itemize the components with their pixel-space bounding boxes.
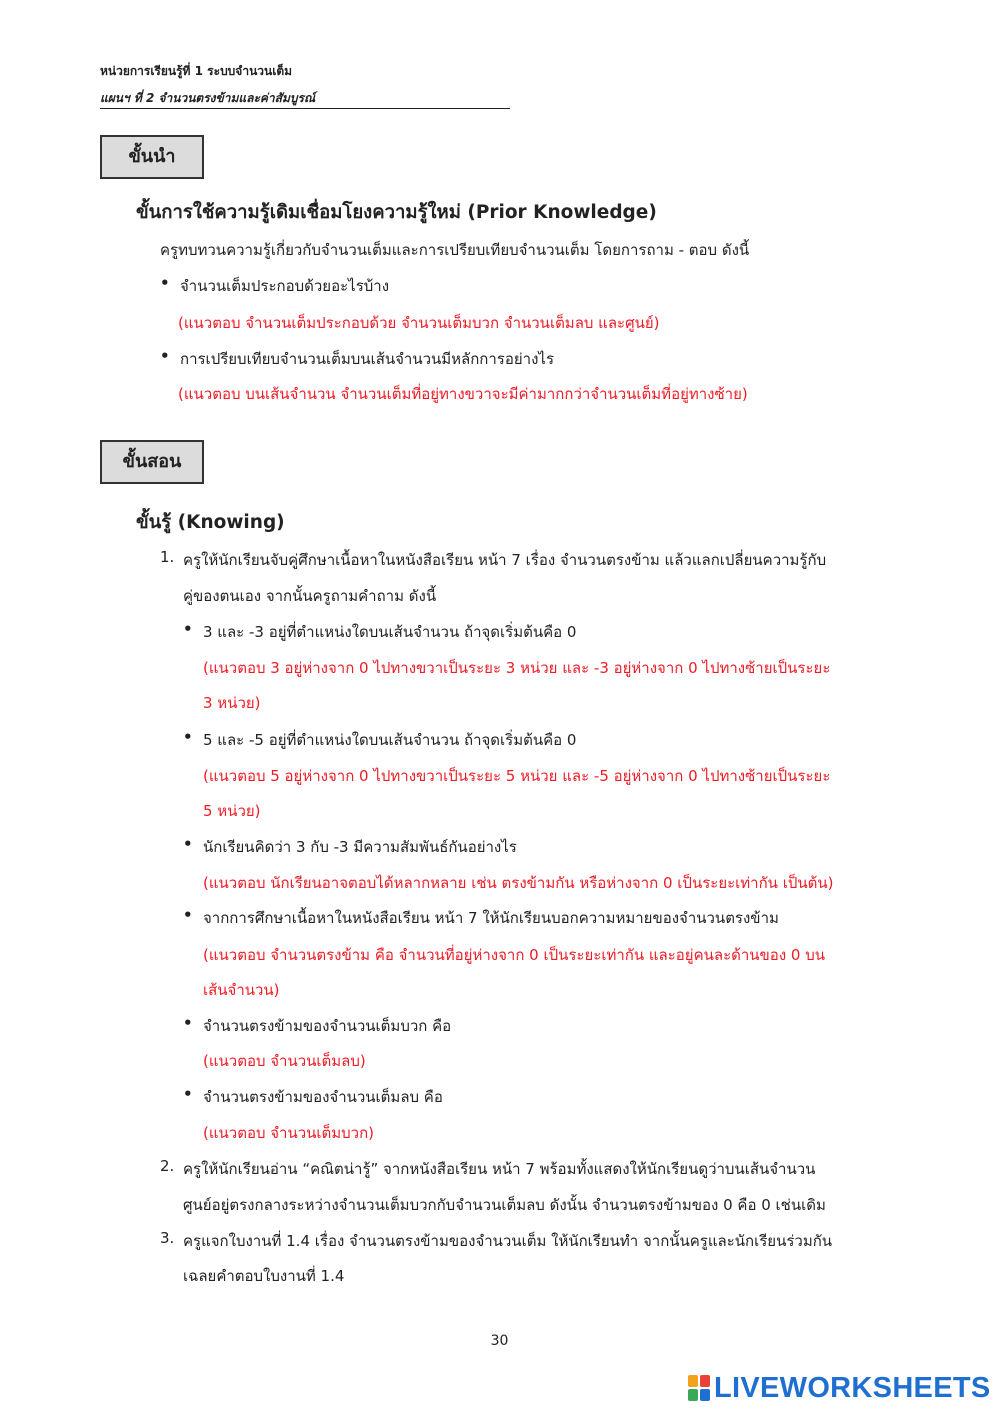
step2-line1: ครูให้นักเรียนอ่าน “คณิตน่ารู้” จากหนังสือเรียน หน้า 7 พร้อมทั้งแสดงให้นักเรียนดูว่าบนเส้นจำนวน <box>183 1160 816 1178</box>
intro-answer-2: (แนวตอบ บนเส้นจำนวน จำนวนเต็มที่อยู่ทางขวาจะมีค่ามากกว่าจำนวนเต็มที่อยู่ทางซ้าย) <box>178 385 748 403</box>
liveworksheets-logo-icon <box>688 1375 710 1401</box>
step1-number: 1. <box>160 548 175 566</box>
step2-line2: ศูนย์อยู่ตรงกลางระหว่างจำนวนเต็มบวกกับจำนวนเต็มลบ ดังนั้น จำนวนตรงข้ามของ 0 คือ 0 เช่นเดิม <box>183 1196 826 1214</box>
teach-step-box: ขั้นสอน <box>100 440 204 484</box>
liveworksheets-logo <box>688 1373 991 1403</box>
step1-answer-2-line1: (แนวตอบ 5 อยู่ห่างจาก 0 ไปทางขวาเป็นระยะ 5 หน่วย และ -5 อยู่ห่างจาก 0 ไปทางซ้ายเป็นระยะ <box>203 767 831 785</box>
step1-answer-4-line2: เส้นจำนวน) <box>203 981 280 999</box>
step1-question-5: • จำนวนตรงข้ามของจำนวนเต็มบวก คือ <box>203 1014 451 1038</box>
step1-question-6: • จำนวนตรงข้ามของจำนวนเต็มลบ คือ <box>203 1085 443 1109</box>
step1-question-3: • นักเรียนคิดว่า 3 กับ -3 มีความสัมพันธ์กันอย่างไร <box>203 835 517 859</box>
step1-answer-6: (แนวตอบ จำนวนเต็มบวก) <box>203 1124 375 1142</box>
step1-line1: ครูให้นักเรียนจับคู่ศึกษาเนื้อหาในหนังสือเรียน หน้า 7 เรื่อง จำนวนตรงข้าม แล้วแลกเปลี่ยนความรู้กับ <box>183 551 827 569</box>
step1-answer-5: (แนวตอบ จำนวนเต็มลบ) <box>203 1052 366 1070</box>
step3-number: 3. <box>160 1229 175 1247</box>
knowing-heading: ขั้นรู้ (Knowing) <box>136 512 285 533</box>
step1-answer-4-line1: (แนวตอบ จำนวนตรงข้าม คือ จำนวนที่อยู่ห่างจาก 0 เป็นระยะเท่ากัน และอยู่คนละด้านของ 0 บน <box>203 946 825 964</box>
intro-question-1: • จำนวนเต็มประกอบด้วยอะไรบ้าง <box>180 274 389 298</box>
plan-header: แผนฯ ที่ 2 จำนวนตรงข้ามและค่าสัมบูรณ์ <box>100 91 316 105</box>
step1-answer-2-line2: 5 หน่วย) <box>203 802 261 820</box>
liveworksheets-logo-text: LIVEWORKSHEETS <box>714 1371 991 1404</box>
step1-answer-3: (แนวตอบ นักเรียนอาจตอบได้หลากหลาย เช่น ตรงข้ามกัน หรือห่างจาก 0 เป็นระยะเท่ากัน เป็นต้น) <box>203 874 834 892</box>
header-divider <box>100 108 510 109</box>
intro-answer-1: (แนวตอบ จำนวนเต็มประกอบด้วย จำนวนเต็มบวก จำนวนเต็มลบ และศูนย์) <box>178 314 660 332</box>
step3-line2: เฉลยคำตอบใบงานที่ 1.4 <box>183 1267 345 1285</box>
step2-number: 2. <box>160 1157 175 1175</box>
step1-answer-1-line2: 3 หน่วย) <box>203 694 261 712</box>
intro-question-2: • การเปรียบเทียบจำนวนเต็มบนเส้นจำนวนมีหลักการอย่างไร <box>180 347 554 371</box>
step1-question-4: • จากการศึกษาเนื้อหาในหนังสือเรียน หน้า 7 ให้นักเรียนบอกความหมายของจำนวนตรงข้าม <box>203 906 779 930</box>
step1-answer-1-line1: (แนวตอบ 3 อยู่ห่างจาก 0 ไปทางขวาเป็นระยะ 3 หน่วย และ -3 อยู่ห่างจาก 0 ไปทางซ้ายเป็นระยะ <box>203 659 831 677</box>
step3-line1: ครูแจกใบงานที่ 1.4 เรื่อง จำนวนตรงข้ามของจำนวนเต็ม ให้นักเรียนทำ จากนั้นครูและนักเรียนร่วมกัน <box>183 1232 833 1250</box>
step1-line2: คู่ของตนเอง จากนั้นครูถามคำถาม ดังนี้ <box>183 587 437 605</box>
step1-question-2: • 5 และ -5 อยู่ที่ตำแหน่งใดบนเส้นจำนวน ถ้าจุดเริ่มต้นคือ 0 <box>203 728 576 752</box>
step1-question-1: • 3 และ -3 อยู่ที่ตำแหน่งใดบนเส้นจำนวน ถ้าจุดเริ่มต้นคือ 0 <box>203 620 576 644</box>
intro-step-box: ขั้นนำ <box>100 135 204 179</box>
page-number: 30 <box>490 1333 509 1349</box>
prior-knowledge-heading: ขั้นการใช้ความรู้เดิมเชื่อมโยงความรู้ใหม่ (Prior Knowledge) <box>136 202 657 223</box>
intro-lead-text: ครูทบทวนความรู้เกี่ยวกับจำนวนเต็มและการเปรียบเทียบจำนวนเต็ม โดยการถาม - ตอบ ดังนี้ <box>160 241 750 259</box>
unit-header: หน่วยการเรียนรู้ที่ 1 ระบบจำนวนเต็ม <box>100 64 293 78</box>
